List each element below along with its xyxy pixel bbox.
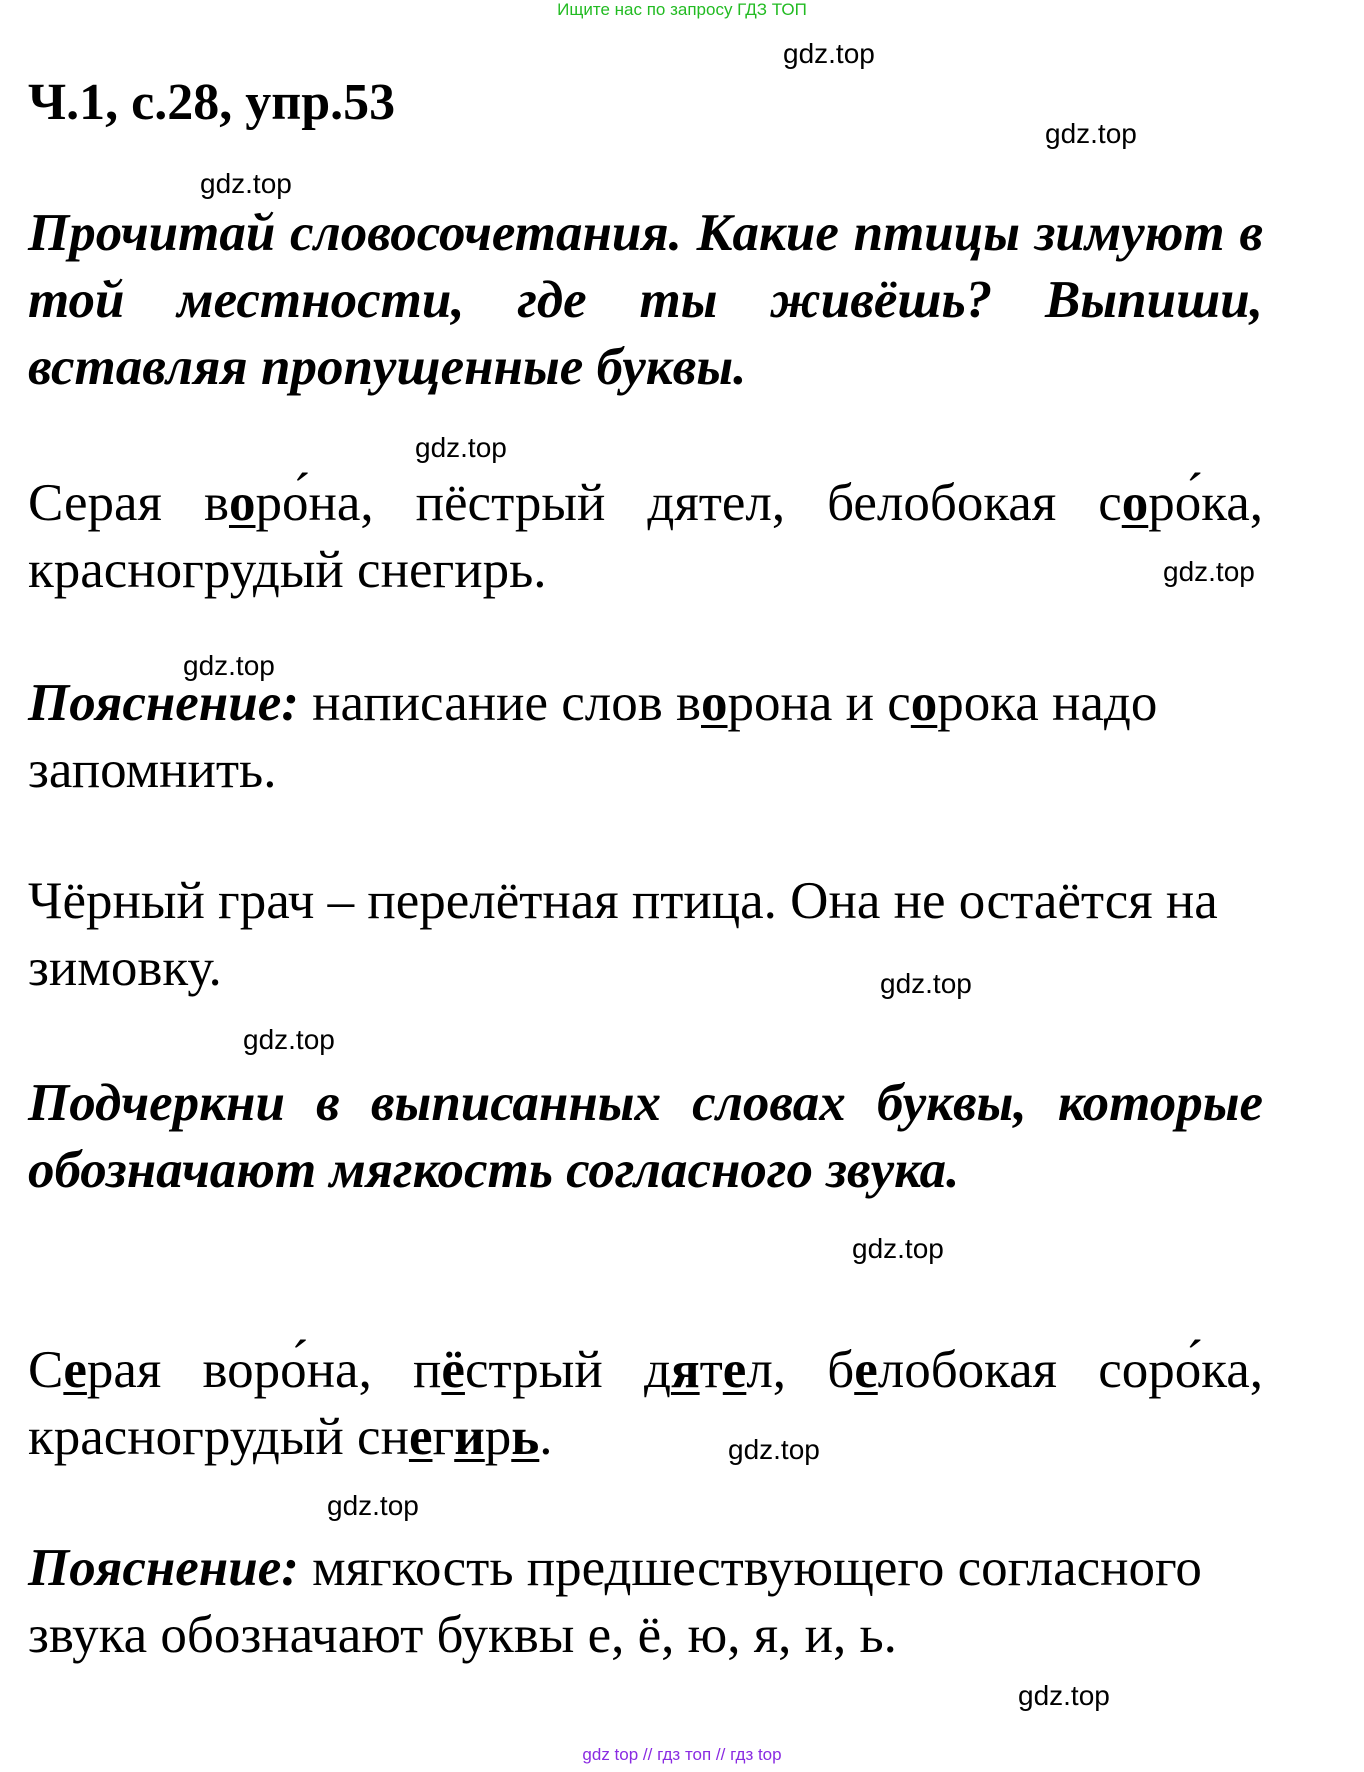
answer-text [28, 1337, 1263, 1471]
watermark: gdz.top [728, 1434, 820, 1465]
underlined-letter: и [454, 1408, 485, 1466]
explanation-segment: рона и с [727, 674, 911, 732]
watermark: gdz.top [880, 968, 972, 999]
search-hint-banner: Ищите нас по запросу ГДЗ ТОП [557, 0, 807, 19]
answer-segment: т [699, 1341, 723, 1399]
explanation [28, 1535, 1263, 1669]
answer-segment: ро́на, пёстрый дятел, белобокая с [255, 474, 1122, 532]
underlined-letter: я [670, 1341, 700, 1399]
answer-segment: Серая в [28, 474, 229, 532]
explanation-label: Пояснение: [28, 674, 299, 732]
underlined-letter: о [910, 674, 938, 732]
underlined-letter: ё [441, 1341, 465, 1399]
underlined-letter: е [63, 1341, 87, 1399]
explanation [28, 670, 1263, 804]
explanation-segment: написание слов в [298, 674, 702, 732]
underlined-letter: е [408, 1408, 433, 1466]
underlined-letter: о [701, 674, 728, 732]
underlined-letter: ь [511, 1408, 540, 1466]
answer-segment: . [539, 1408, 553, 1466]
page-title: Ч.1, с.28, упр.53 [28, 74, 396, 131]
watermark: gdz.top [327, 1490, 419, 1521]
watermark: gdz.top [243, 1024, 335, 1055]
watermark: gdz.top [415, 432, 507, 463]
answer-segment: лобокая соро́ка, красногрудый сн [28, 1341, 1263, 1466]
watermark: gdz.top [1163, 556, 1255, 587]
watermark: gdz.top [1018, 1680, 1110, 1711]
explanation-segment: мягкость предшествующего согласного звука обозначают буквы е, ё, ю, я, и, ь. [28, 1539, 1202, 1664]
underlined-letter: е [722, 1341, 747, 1399]
footer-links[interactable]: gdz top // гдз топ // гдз top [582, 1745, 782, 1764]
answer-segment: л, б [746, 1341, 855, 1399]
underlined-letter: о [1121, 474, 1149, 532]
note-text: Чёрный грач – перелётная птица. Она не остаётся на зимовку. [28, 872, 1218, 997]
watermark: gdz.top [200, 168, 292, 199]
watermark: gdz.top [183, 650, 275, 681]
answer-segment: С [28, 1341, 64, 1399]
underlined-letter: о [228, 474, 256, 532]
answer-segment: г [432, 1408, 455, 1466]
answer-segment: ро́ка, красногрудый снегирь. [28, 474, 1263, 599]
underlined-letter: е [854, 1341, 878, 1399]
task-instruction: Прочитай словосочетания. Какие птицы зимуют в той местности, где ты живёшь? Выпиши, вставляя пропущенные буквы. [28, 204, 1263, 396]
explanation-segment: рока надо запомнить. [28, 674, 1158, 799]
task-instruction: Подчеркни в выписанных словах буквы, которые обозначают мягкость согласного звука. [28, 1074, 1263, 1199]
answer-text [28, 470, 1263, 604]
watermark: gdz.top [1045, 118, 1137, 149]
watermark: gdz.top [852, 1233, 944, 1264]
answer-segment: рая воро́на, п [86, 1341, 442, 1399]
explanation-label: Пояснение: [28, 1539, 299, 1597]
answer-segment: р [484, 1408, 512, 1466]
answer-segment: стрый д [464, 1341, 671, 1399]
watermark: gdz.top [783, 38, 875, 69]
